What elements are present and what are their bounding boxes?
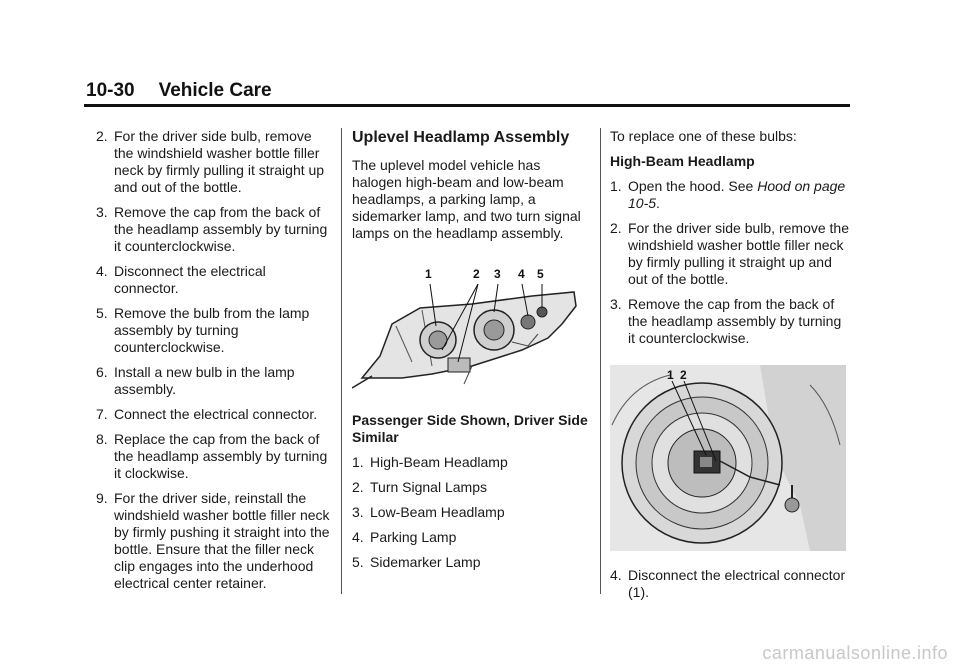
figure-callout: 4 (518, 267, 525, 281)
header-rule (84, 104, 850, 107)
figure-callout: 2 (680, 368, 687, 382)
list-item: 5. Remove the bulb from the lamp assembly by turning counterclockwise. (96, 305, 310, 355)
page-header (86, 80, 272, 102)
figure-caption: Passenger Side Shown, Driver Side Similar (352, 412, 588, 445)
list-item: 9. For the driver side, reinstall the windshield washer bottle filler neck by firmly pushing it straight into the bottle. Ensure that the filler neck clip engages into the underhood electrical center retainer. (96, 490, 330, 591)
list-item: 1. High-Beam Headlamp (352, 454, 508, 470)
col3-step-list-continued (610, 567, 850, 601)
list-item: 2. Turn Signal Lamps (352, 479, 487, 495)
section-title: Vehicle Care (158, 80, 272, 101)
list-item: 3. Low-Beam Headlamp (352, 504, 505, 520)
watermark: carmanualsonline.info (762, 643, 948, 663)
list-item: 5. Sidemarker Lamp (352, 554, 481, 570)
headlamp-back-illustration (610, 365, 846, 551)
list-item: 1. Open the hood. See Hood on page 10-5. (610, 178, 846, 211)
figure-callout: 5 (537, 267, 544, 281)
subheading: High-Beam Headlamp (610, 153, 755, 169)
list-item: 4. Parking Lamp (352, 529, 457, 545)
intro-paragraph: To replace one of these bulbs: (610, 128, 797, 144)
column-1 (96, 128, 332, 600)
column-3 (610, 128, 850, 609)
list-item: 2. For the driver side bulb, remove the windshield washer bottle filler neck by firmly pulling it straight up and out of the bottle. (610, 220, 849, 287)
col1-step-list (96, 128, 332, 592)
section-heading: Uplevel Headlamp Assembly (352, 129, 570, 146)
page-number: 10-30 (86, 80, 135, 101)
headlamp-assembly-figure (352, 266, 582, 396)
figure-callout: 1 (667, 368, 674, 382)
headlamp-back-figure (610, 365, 846, 551)
list-item: 7. Connect the electrical connector. (96, 406, 318, 422)
list-item: 8. Replace the cap from the back of the headlamp assembly by turning it clockwise. (96, 431, 328, 481)
figure-callout: 1 (425, 267, 432, 281)
intro-paragraph: The uplevel model vehicle has halogen high-beam and low-beam headlamps, a parking lamp, a sidemarker lamp, and two turn signal lamps on the headlamp assembly. (352, 157, 581, 241)
headlamp-assembly-illustration (352, 266, 582, 396)
list-item: 6. Install a new bulb in the lamp assembly. (96, 364, 295, 397)
list-item: 4. Disconnect the electrical connector (1). (610, 567, 846, 600)
cross-reference-link[interactable]: Hood on page 10-5 (628, 178, 846, 211)
list-item: 4. Disconnect the electrical connector. (96, 263, 266, 296)
column-divider (600, 128, 601, 594)
list-item: 2. For the driver side bulb, remove the windshield washer bottle filler neck by firmly pulling it straight up and out of the bottle. (96, 128, 325, 195)
list-item: 3. Remove the cap from the back of the headlamp assembly by turning it counterclockwise. (610, 296, 842, 346)
col3-step-list (610, 178, 850, 347)
figure-callout: 3 (494, 267, 501, 281)
figure-legend (352, 454, 592, 571)
figure-callout: 2 (473, 267, 480, 281)
column-2 (352, 128, 592, 579)
column-divider (341, 128, 342, 594)
list-item: 3. Remove the cap from the back of the headlamp assembly by turning it counterclockwise. (96, 204, 328, 254)
